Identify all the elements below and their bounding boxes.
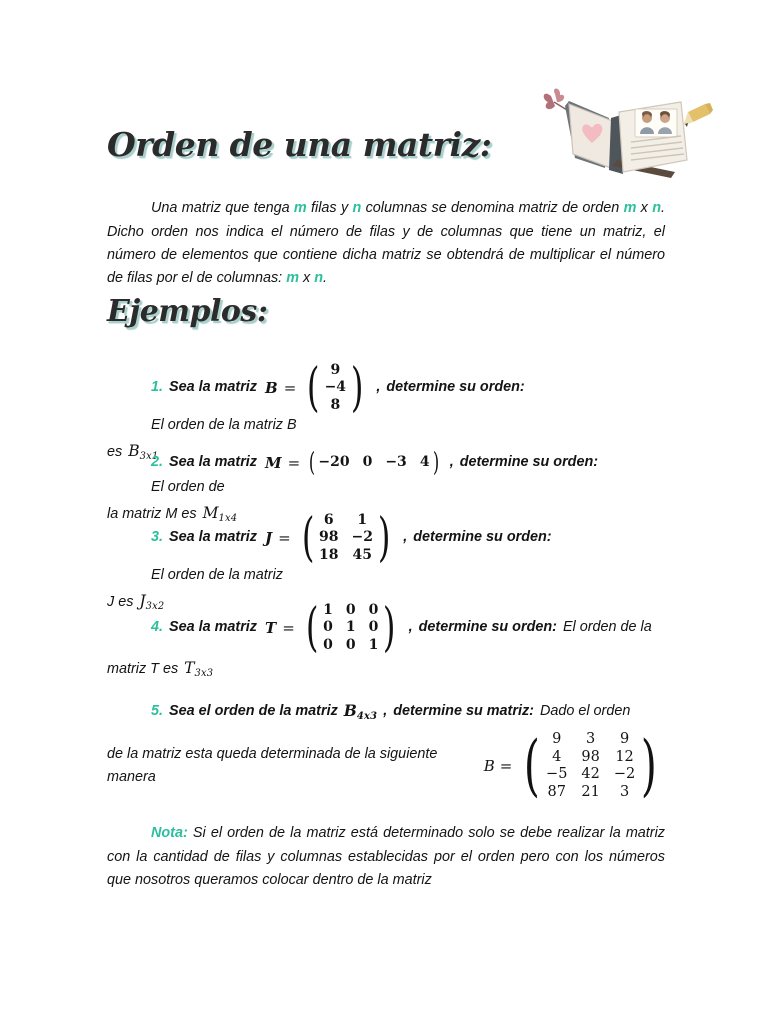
example-2-order: $M_{1x4}$: [202, 504, 238, 525]
accent-m-2: m: [623, 200, 637, 217]
left-paren: (: [524, 727, 541, 805]
matrix-grid: [324, 362, 347, 413]
example-5-matrix: [519, 727, 662, 805]
example-2-first-line: [151, 450, 665, 499]
example-5-order: $B_{4x3}$: [343, 701, 378, 722]
example-5-var: B: [483, 757, 495, 776]
example-3-matrix: [298, 508, 395, 568]
intro-paragraph: [107, 197, 665, 290]
right-paren: ): [350, 358, 364, 418]
matrix-cell: −5: [546, 766, 568, 783]
example-3-first-line: [151, 508, 665, 587]
left-paren: (: [305, 598, 319, 658]
matrix-cell: 1: [323, 602, 333, 619]
example-1-question: determine su orden:: [386, 379, 525, 396]
example-5-second-line: [107, 727, 665, 805]
matrix-cell: 3: [586, 730, 596, 747]
example-5-first-line: [151, 698, 665, 725]
matrix-cell: 0: [323, 619, 333, 636]
matrix-cell: −2: [351, 529, 373, 546]
example-4-var: T: [265, 618, 277, 637]
example-4-first-line: [151, 598, 665, 658]
example-5-answer: Dado el orden: [539, 702, 631, 719]
matrix-grid: [545, 731, 636, 802]
pencil-icon: [683, 103, 713, 127]
example-2-var: M: [265, 453, 282, 472]
intro-seg-4: x: [636, 200, 653, 217]
example-4-matrix: [302, 598, 400, 658]
accent-m-1: m: [293, 200, 307, 217]
left-paren: (: [307, 358, 320, 418]
example-1-var: B: [265, 378, 278, 397]
example-1-number: 1.: [151, 379, 164, 396]
matrix-cell: 4: [552, 748, 562, 765]
matrix-cell: 0: [368, 602, 379, 619]
example-3-answer-prefix: J es: [107, 594, 134, 611]
example-2-question: determine su orden:: [459, 454, 599, 471]
matrix-cell: 9: [552, 730, 562, 747]
matrix-cell: 87: [547, 783, 566, 800]
intro-seg-6: x: [298, 270, 315, 287]
example-1-comma: ,: [376, 379, 381, 396]
accent-n-1: n: [352, 200, 362, 217]
example-2-answer-prefix: la matriz M es: [107, 506, 197, 523]
example-2-comma: ,: [449, 454, 454, 471]
example-4-lead: Sea la matriz: [169, 619, 258, 636]
example-3-equals: =: [278, 528, 291, 547]
intro-seg-5: . Dicho orden nos indica el número de filas y de columnas que tiene un matriz, el número de elementos que contiene dicha matriz se obtendrá de multiplicar el número de filas por el de columnas:: [107, 200, 666, 287]
matrix-cell: 1: [368, 636, 379, 653]
example-1-equals: =: [283, 378, 297, 397]
example-5-equals: =: [499, 757, 513, 776]
example-3-var: J: [265, 528, 273, 547]
matrix-cell: 98: [581, 748, 600, 765]
right-paren: ): [641, 727, 658, 805]
example-5-number: 5.: [151, 702, 164, 719]
matrix-cell: 98: [319, 529, 339, 546]
matrix-cell: 42: [581, 766, 600, 783]
example-2-number: 2.: [151, 454, 164, 471]
matrix-cell: 0: [345, 602, 356, 619]
example-1-answer-prefix: es: [107, 444, 123, 461]
accent-n-3: n: [314, 270, 323, 287]
matrix-cell: −2: [613, 766, 636, 783]
matrix-cell: 8: [330, 396, 341, 413]
left-paren: (: [309, 448, 316, 478]
example-1-order: $B_{3x1}$: [128, 442, 159, 463]
matrix-cell: 9: [330, 362, 341, 379]
example-1-matrix: [303, 358, 367, 418]
nota-label: Nota:: [151, 825, 188, 842]
matrix-cell: 0: [345, 636, 356, 653]
intro-seg-1: Una matriz que tenga: [151, 200, 294, 217]
left-paren: (: [301, 508, 315, 568]
example-4-answer: El orden de la: [562, 619, 652, 636]
matrix-cell: 18: [319, 546, 339, 563]
matrix-cell: 1: [357, 512, 368, 529]
example-5-comma: ,: [383, 702, 388, 719]
example-4-number: 4.: [151, 619, 164, 636]
example-item-4: [107, 598, 665, 682]
right-paren: ): [377, 508, 391, 568]
matrix-cell: −4: [324, 379, 347, 396]
example-4-second-line: [107, 656, 665, 682]
example-4-order: $T_{3x3}$: [184, 659, 214, 679]
matrix-grid: [322, 602, 379, 653]
example-1-answer: El orden de la matriz B: [151, 417, 297, 433]
matrix-cell: 21: [581, 783, 600, 800]
butterfly-icon: [544, 88, 567, 110]
example-4-equals: =: [282, 618, 295, 637]
example-4-question: determine su orden:: [418, 619, 557, 636]
intro-seg-2: filas y: [306, 200, 353, 217]
right-paren: ): [383, 598, 396, 658]
example-5-question: determine su matriz:: [393, 702, 534, 719]
nota-paragraph: [107, 822, 665, 892]
example-3-question: determine su orden:: [413, 529, 552, 546]
matrix-cell: 3: [619, 783, 630, 800]
matrix-cell: 1: [345, 619, 356, 636]
matrix-cell: 12: [615, 748, 634, 765]
matrix-cell: −3: [385, 454, 407, 471]
matrix-grid: [318, 512, 374, 563]
nota-text: Si el orden de la matriz está determinado solo se debe realizar la matriz con la cantidad de filas y columnas establecidas por el orden pero con los números que nosotros queramos colocar dentro de la matriz: [107, 825, 665, 889]
matrix-grid: [317, 454, 430, 471]
example-2-matrix: [307, 450, 441, 476]
matrix-cell: 4: [419, 454, 430, 471]
example-5-lead: Sea el orden de la matriz: [169, 702, 338, 719]
example-3-number: 3.: [151, 529, 164, 546]
accent-n-2: n: [652, 200, 662, 217]
open-book-scrapbook-icon: [539, 82, 725, 182]
example-1-lead: Sea la matriz: [169, 379, 258, 396]
matrix-cell: 0: [368, 619, 379, 636]
matrix-cell: 45: [352, 546, 372, 563]
example-3-comma: ,: [403, 529, 408, 546]
example-4-comma: ,: [408, 619, 413, 636]
example-4-answer-prefix: matriz T es: [107, 661, 179, 677]
accent-m-3: m: [286, 270, 299, 287]
example-3-order: $J_{3x2}$: [139, 592, 165, 613]
matrix-cell: 6: [323, 512, 334, 529]
example-3-lead: Sea la matriz: [169, 529, 258, 546]
intro-seg-3: columnas se denomina matriz de orden: [361, 200, 624, 217]
matrix-cell: 0: [323, 636, 333, 653]
example-5-answer-prefix: de la matriz esta queda determinada de la siguiente manera: [107, 745, 438, 786]
example-2-equals: =: [287, 453, 301, 472]
example-3-answer: El orden de la matriz: [151, 567, 283, 583]
examples-heading: Ejemplos:: [107, 294, 268, 329]
matrix-cell: 9: [619, 730, 630, 747]
example-1-first-line: [151, 358, 665, 437]
example-item-5: [107, 698, 665, 805]
example-2-lead: Sea la matriz: [169, 454, 258, 471]
matrix-cell: −20: [318, 454, 350, 471]
intro-seg-7: .: [322, 270, 327, 287]
matrix-cell: 0: [362, 454, 373, 471]
example-2-answer: El orden de: [151, 479, 225, 495]
page-title: Orden de una matriz:: [107, 125, 492, 164]
right-paren: ): [432, 448, 439, 478]
